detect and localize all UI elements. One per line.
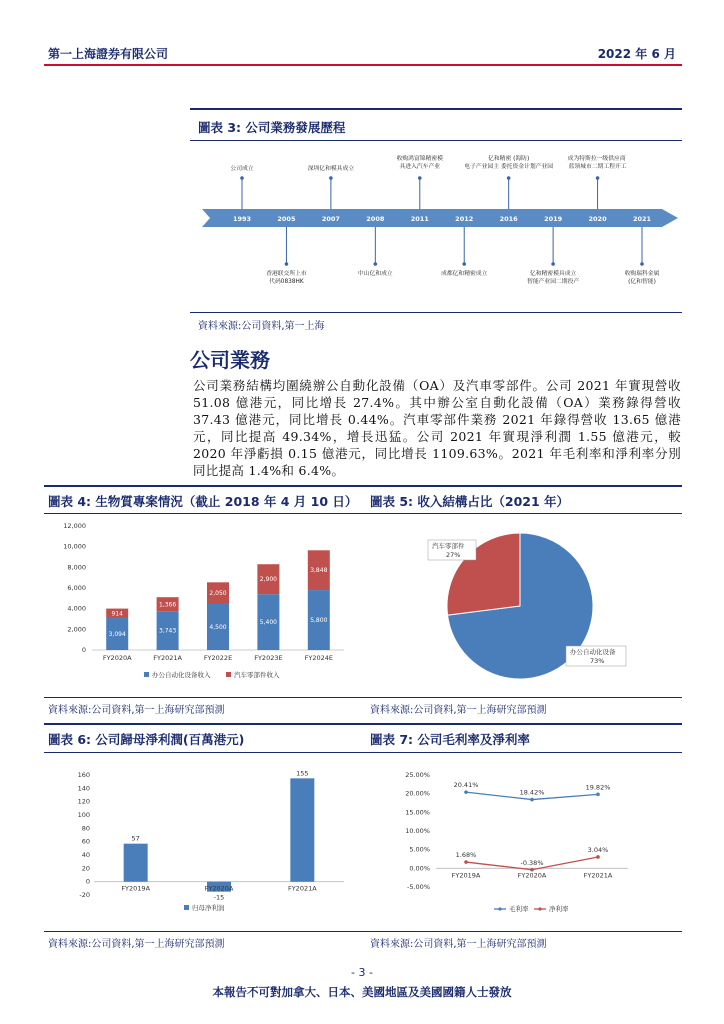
timeline-year: 2008: [366, 215, 385, 223]
fig4-ytick: 12,000: [63, 522, 86, 530]
timeline-event-below: 成都亿和精密成立: [441, 271, 488, 277]
fig4-ytick: 6,000: [67, 584, 86, 592]
fig6-legend-label: 归母净利润: [192, 904, 225, 912]
fig4-legend-swatch: [144, 672, 149, 677]
fig4-xtick: FY2024E: [304, 654, 333, 662]
timeline-year: 2016: [499, 215, 518, 223]
fig6-ytick: 40: [81, 851, 90, 859]
fig7-xtick: FY2019A: [451, 871, 481, 880]
fig7-ytick: 10.00%: [405, 827, 430, 835]
fig5-label-pct: 73%: [590, 657, 605, 665]
timeline-event-above: 深圳亿和模具成立: [307, 166, 355, 172]
fig4-legend-swatch: [226, 672, 231, 677]
fig4-bar-label: 2,050: [209, 589, 227, 597]
row2-title-rule: [44, 752, 682, 753]
fig7-point: [596, 793, 600, 797]
fig4-title: 圖表 4: 生物質專案情況（截止 2018 年 4 月 10 日）: [48, 494, 358, 509]
fig6-bar-label: 155: [296, 769, 309, 778]
timeline-event-below: 中山亿和成立: [357, 271, 393, 277]
timeline-year: 2020: [588, 215, 607, 223]
fig3-bottom-rule: [190, 312, 682, 313]
fig5-label-name: 办公自动化设备: [570, 648, 616, 656]
fig4-xtick: FY2020A: [102, 654, 132, 662]
section-heading: 公司業務: [190, 348, 270, 372]
fig6-xtick: FY2021A: [287, 884, 317, 893]
fig7-ytick: 0.00%: [409, 864, 430, 873]
timeline-event-above: 成为特斯拉一级供应商 蓝领城市二期工程开工: [567, 156, 628, 170]
fig4-ytick: 10,000: [63, 542, 86, 551]
timeline-year: 2011: [410, 215, 429, 223]
fig7-ytick: 5.00%: [409, 845, 430, 854]
fig3-top-rule: [190, 108, 682, 110]
timeline-year: 2019: [544, 215, 563, 223]
fig6-xtick: FY2020A: [204, 884, 234, 893]
fig6-bar: [290, 778, 314, 881]
fig7-point-label: -0.38%: [520, 858, 544, 867]
timeline-year: 2012: [455, 215, 474, 223]
row2-top-rule: [44, 723, 682, 725]
fig7-ytick: -5.00%: [407, 883, 430, 891]
fig7-title: 圖表 7: 公司毛利率及淨利率: [370, 732, 530, 747]
header-date: 2022 年 6 月: [597, 47, 676, 61]
timeline-dot: [640, 262, 644, 266]
fig7-point-label: 19.82%: [585, 783, 611, 792]
fig4-bar-label: 3,848: [310, 567, 328, 575]
timeline-dot: [240, 176, 244, 180]
fig7-ytick: 15.00%: [405, 808, 430, 817]
row1-bottom-rule: [44, 697, 682, 698]
fig6-legend-swatch: [184, 905, 189, 910]
fig6-ytick: 160: [77, 771, 90, 779]
fig6-ytick: -20: [79, 891, 90, 899]
timeline-event-above: 收购鸿富锦精密模具进入汽车产业: [396, 156, 443, 170]
fig5-label-name: 汽车零部件: [432, 542, 465, 550]
header-company: 第一上海證券有限公司: [48, 47, 169, 61]
section-paragraph: 公司業務結構均圍繞辦公自動化設備（OA）及汽車零部件。公司 2021 年實現營收 51.08 億港元，同比增長 27.4%。其中辦公室自動化設備（OA）業務錄得營收 37.43 億港元，同比增長 0.44%。汽車零部件業務 2021 年錄得營收 13.65 億港元，同比提高 49.34%，增長迅猛。公司 2021 年實現淨利潤 1.55 億港元，較 2020 年淨虧損 0.15 億港元，同比增長 1109.63%。2021 年毛利率和淨利率分別同比提高 1.4%和 6.4%。: [193, 378, 681, 478]
fig4-ytick: 8,000: [67, 563, 86, 572]
fig5-chart: [370, 518, 682, 694]
fig4-xtick: FY2022E: [203, 654, 233, 662]
fig7-chart: [370, 757, 682, 929]
fig7-point-label: 20.41%: [453, 781, 479, 790]
fig5-label-oa: [566, 646, 626, 666]
fig4-bar-label: 5,800: [310, 617, 328, 625]
timeline-event-below: 收购瑞科金属(亿和智能): [624, 271, 660, 285]
timeline-dot: [418, 176, 422, 180]
fig6-chart: [44, 757, 359, 929]
fig4-bar-label: 1,366: [159, 601, 177, 609]
fig6-ytick: 100: [77, 811, 90, 819]
fig6-bar-label: 57: [131, 834, 140, 843]
fig7-point: [530, 798, 534, 802]
fig4-source: 資料來源:公司資料,第一上海研究部預測: [48, 705, 225, 716]
fig3-timeline: [190, 142, 682, 310]
fig7-point: [464, 790, 468, 794]
page-number: - 3 -: [351, 966, 373, 979]
fig7-legend-label: 净利率: [549, 905, 569, 913]
fig4-bar-label: 914: [111, 610, 123, 618]
fig6-bar: [124, 844, 148, 882]
fig6-source: 資料來源:公司資料,第一上海研究部預測: [48, 939, 225, 950]
timeline-dot: [596, 176, 600, 180]
fig4-ytick: 2,000: [67, 625, 86, 634]
fig4-bar-label: 3,094: [108, 631, 126, 639]
fig6-bar-label: -15: [213, 893, 225, 902]
fig7-legend-dot: [538, 907, 541, 910]
fig4-bar-label: 3,743: [159, 627, 177, 635]
fig6-ytick: 20: [81, 864, 90, 873]
fig4-bar-label: 4,500: [209, 623, 227, 631]
fig3-title-rule: [190, 140, 682, 141]
fig7-source: 資料來源:公司資料,第一上海研究部預測: [370, 939, 547, 950]
fig7-xtick: FY2021A: [583, 871, 613, 880]
fig4-legend-label: 办公自动化设备收入: [152, 671, 211, 679]
fig6-ytick: 120: [77, 797, 90, 806]
fig7-xtick: FY2020A: [517, 871, 547, 880]
fig3-source: 資料來源:公司資料,第一上海: [198, 321, 325, 332]
fig5-source: 資料來源:公司資料,第一上海研究部預測: [370, 705, 547, 716]
fig6-ytick: 80: [81, 824, 90, 833]
timeline-dot: [551, 262, 555, 266]
fig4-ytick: 0: [81, 646, 86, 654]
row1-top-rule: [44, 485, 682, 487]
footer-disclaimer: 本報告不可對加拿大、日本、美國地區及美國國籍人士發放: [212, 985, 512, 999]
fig3-title: 圖表 3: 公司業務發展歷程: [198, 120, 346, 135]
fig4-legend-label: 汽车零部件收入: [234, 671, 280, 679]
fig7-legend-dot: [498, 907, 501, 910]
fig6-ytick: 0: [85, 877, 90, 886]
timeline-dot: [285, 262, 289, 266]
timeline-dot: [507, 176, 511, 180]
fig4-bar-label: 2,900: [259, 576, 277, 584]
fig7-legend-label: 毛利率: [509, 905, 529, 913]
timeline-event-below: 亿和精密模具成立智能产业园二期投产: [527, 271, 580, 285]
fig4-ytick: 4,000: [67, 604, 86, 613]
fig4-chart: [44, 518, 359, 694]
fig6-title: 圖表 6: 公司歸母淨利潤(百萬港元): [48, 732, 245, 747]
fig5-label-pct: 27%: [446, 551, 461, 559]
timeline-year: 2021: [632, 215, 652, 223]
timeline-year: 2007: [321, 215, 340, 223]
fig7-point: [596, 855, 600, 859]
timeline-event-above: 亿和精密 (海防)电子产业园主 委托资金计划产业园: [464, 156, 554, 170]
fig5-label-auto: [428, 540, 476, 560]
fig7-ytick: 25.00%: [405, 771, 430, 779]
timeline-dot: [329, 176, 333, 180]
fig7-point: [464, 860, 468, 864]
timeline-dot: [374, 262, 378, 266]
fig7-point-label: 18.42%: [519, 788, 545, 797]
timeline-event-above: 公司成立: [230, 166, 254, 172]
fig7-ytick: 20.00%: [405, 789, 430, 798]
fig7-point-label: 1.68%: [455, 851, 477, 860]
row1-title-rule: [44, 513, 682, 514]
timeline-year: 2005: [277, 215, 296, 223]
fig6-ytick: 60: [81, 837, 90, 846]
timeline-year: 1993: [232, 215, 252, 223]
timeline-event-below: 香港联交所上市代码0838HK: [266, 271, 307, 285]
fig4-bar-label: 5,400: [259, 619, 277, 627]
fig4-xtick: FY2023E: [254, 654, 283, 662]
row2-bottom-rule: [44, 931, 682, 932]
timeline-dot: [462, 262, 466, 266]
fig7-point-label: 3.04%: [587, 845, 609, 854]
fig6-xtick: FY2019A: [121, 884, 151, 893]
header-rule: [44, 64, 682, 66]
fig6-ytick: 140: [77, 784, 90, 793]
fig5-title: 圖表 5: 收入結構占比（2021 年）: [370, 494, 570, 509]
fig4-xtick: FY2021A: [153, 654, 182, 662]
